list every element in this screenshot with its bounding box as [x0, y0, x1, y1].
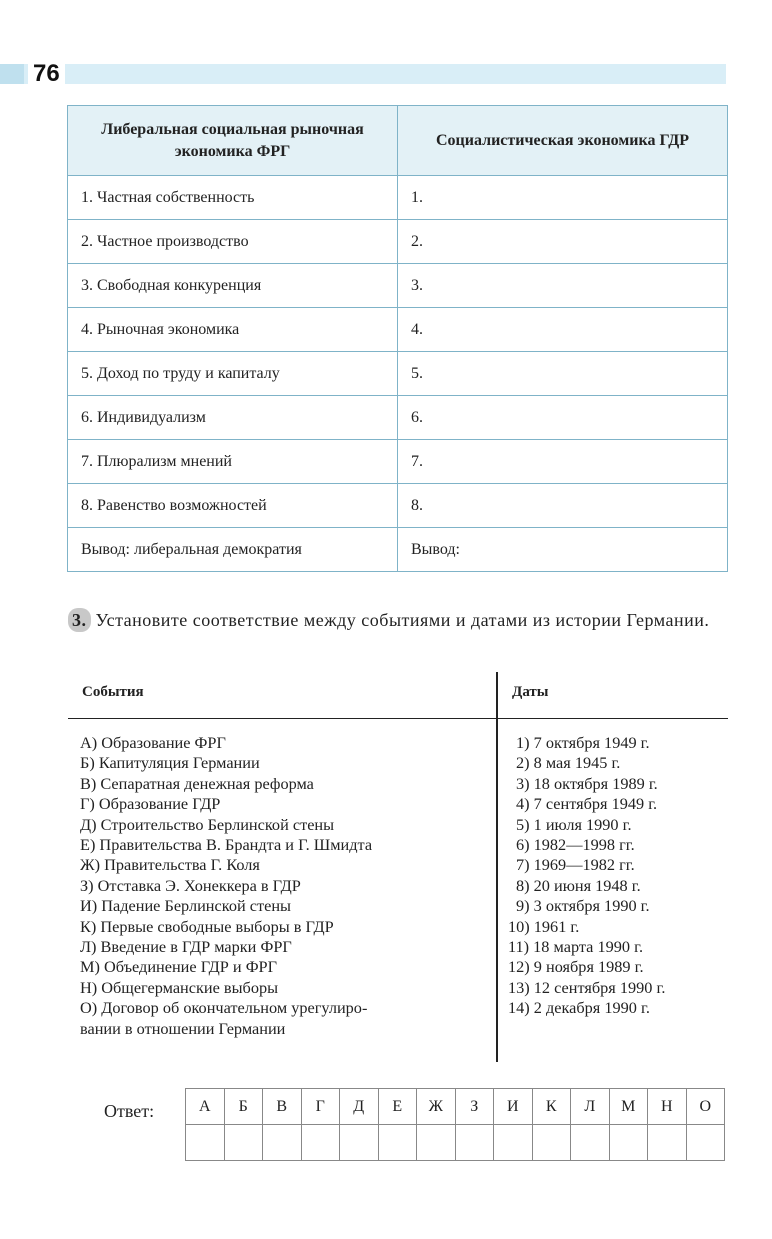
gdr-cell[interactable]: Вывод:	[398, 528, 728, 572]
date-item: 14) 2 декабря 1990 г.	[508, 998, 650, 1018]
answer-grid	[185, 1088, 725, 1161]
gdr-cell[interactable]: 6.	[398, 396, 728, 440]
date-item: 11) 18 марта 1990 г.	[508, 937, 644, 957]
gdr-cell[interactable]: 8.	[398, 484, 728, 528]
answer-cell[interactable]	[455, 1125, 494, 1161]
table-row	[68, 484, 728, 528]
frg-cell: 6. Индивидуализм	[68, 396, 398, 440]
event-item: вании в отношении Германии	[80, 1018, 286, 1038]
frg-cell: Вывод: либеральная демократия	[68, 528, 398, 572]
date-item: 8) 20 июня 1948 г.	[516, 875, 641, 895]
event-item: О) Договор об окончательном урегулиро-	[80, 998, 368, 1018]
date-item: 12) 9 ноября 1989 г.	[508, 957, 644, 977]
column-divider	[496, 672, 498, 1062]
answer-letter: О	[686, 1089, 725, 1125]
gdr-cell[interactable]: 4.	[398, 308, 728, 352]
answer-cell[interactable]	[532, 1125, 571, 1161]
date-item: 3) 18 октября 1989 г.	[516, 773, 658, 793]
table-row	[68, 176, 728, 220]
page-number: 76	[28, 60, 65, 88]
frg-cell: 1. Частная собственность	[68, 176, 398, 220]
frg-cell: 3. Свободная конкуренция	[68, 264, 398, 308]
table-row	[68, 396, 728, 440]
events-header: События	[82, 684, 144, 700]
table-row	[68, 440, 728, 484]
divider	[68, 718, 728, 719]
answer-cell[interactable]	[494, 1125, 533, 1161]
events-list	[80, 733, 490, 1039]
date-item: 4) 7 сентября 1949 г.	[516, 794, 658, 814]
task-3	[68, 608, 728, 632]
frg-cell: 2. Частное производство	[68, 220, 398, 264]
answer-letter: В	[263, 1089, 302, 1125]
event-item: Г) Образование ГДР	[80, 794, 221, 814]
date-item: 7) 1969—1982 гг.	[516, 855, 635, 875]
date-item: 5) 1 июля 1990 г.	[516, 814, 632, 834]
date-item: 10) 1961 г.	[508, 916, 580, 936]
page-header-bar	[0, 64, 726, 84]
frg-cell: 5. Доход по труду и капиталу	[68, 352, 398, 396]
answer-cell[interactable]	[417, 1125, 456, 1161]
economy-comparison-table	[67, 105, 728, 572]
answer-cell[interactable]	[378, 1125, 417, 1161]
event-item: Б) Капитуляция Германии	[80, 753, 260, 773]
task-text: Установите соответствие между событиями и датами из истории Германии.	[95, 610, 710, 630]
gdr-cell[interactable]: 5.	[398, 352, 728, 396]
answer-cell[interactable]	[186, 1125, 225, 1161]
event-item: Ж) Правительства Г. Коля	[80, 855, 260, 875]
date-item: 6) 1982—1998 гг.	[516, 835, 635, 855]
answer-cell[interactable]	[648, 1125, 687, 1161]
event-item: Е) Правительства В. Брандта и Г. Шмидта	[80, 835, 373, 855]
frg-cell: 7. Плюрализм мнений	[68, 440, 398, 484]
table-row	[68, 528, 728, 572]
event-item: Н) Общегерманские выборы	[80, 977, 279, 997]
answer-cell[interactable]	[340, 1125, 379, 1161]
event-item: К) Первые свободные выборы в ГДР	[80, 916, 334, 936]
date-item: 9) 3 октября 1990 г.	[516, 896, 650, 916]
answer-cell[interactable]	[224, 1125, 263, 1161]
answer-label: Ответ:	[104, 1101, 155, 1121]
answer-cell[interactable]	[686, 1125, 725, 1161]
gdr-cell[interactable]: 1.	[398, 176, 728, 220]
event-item: И) Падение Берлинской стены	[80, 896, 291, 916]
table-row	[68, 220, 728, 264]
column-header-frg: Либеральная социальная рыночная экономика ФРГ	[68, 106, 398, 176]
event-item: В) Сепаратная денежная реформа	[80, 773, 314, 793]
gdr-cell[interactable]: 3.	[398, 264, 728, 308]
dates-list	[508, 733, 733, 1019]
table-row	[68, 264, 728, 308]
answer-letter: Л	[571, 1089, 610, 1125]
event-item: А) Образование ФРГ	[80, 733, 226, 752]
dates-header: Даты	[512, 684, 549, 700]
event-item: М) Объединение ГДР и ФРГ	[80, 957, 278, 977]
answer-cell[interactable]	[571, 1125, 610, 1161]
answer-cell[interactable]	[263, 1125, 302, 1161]
gdr-cell[interactable]: 7.	[398, 440, 728, 484]
answer-letter: Д	[340, 1089, 379, 1125]
event-item: Д) Строительство Берлинской стены	[80, 814, 335, 834]
gdr-cell[interactable]: 2.	[398, 220, 728, 264]
answer-letter: И	[494, 1089, 533, 1125]
answer-letter: З	[455, 1089, 494, 1125]
answer-letter: К	[532, 1089, 571, 1125]
answer-letter: М	[609, 1089, 648, 1125]
answer-letter: Ж	[417, 1089, 456, 1125]
event-item: З) Отставка Э. Хонеккера в ГДР	[80, 875, 301, 895]
answer-cell[interactable]	[301, 1125, 340, 1161]
task-number: 3.	[68, 608, 91, 632]
answer-letter: Г	[301, 1089, 340, 1125]
table-row	[68, 308, 728, 352]
table-row	[68, 352, 728, 396]
answer-cell[interactable]	[609, 1125, 648, 1161]
frg-cell: 4. Рыночная экономика	[68, 308, 398, 352]
frg-cell: 8. Равенство возможностей	[68, 484, 398, 528]
answer-letter: А	[186, 1089, 225, 1125]
date-item: 2) 8 мая 1945 г.	[516, 753, 621, 773]
column-header-gdr: Социалистическая экономика ГДР	[398, 106, 728, 176]
date-item: 13) 12 сентября 1990 г.	[508, 977, 666, 997]
answer-letter: Б	[224, 1089, 263, 1125]
date-item: 1) 7 октября 1949 г.	[516, 733, 650, 752]
event-item: Л) Введение в ГДР марки ФРГ	[80, 937, 292, 957]
answer-letter: Е	[378, 1089, 417, 1125]
answer-letter: Н	[648, 1089, 687, 1125]
